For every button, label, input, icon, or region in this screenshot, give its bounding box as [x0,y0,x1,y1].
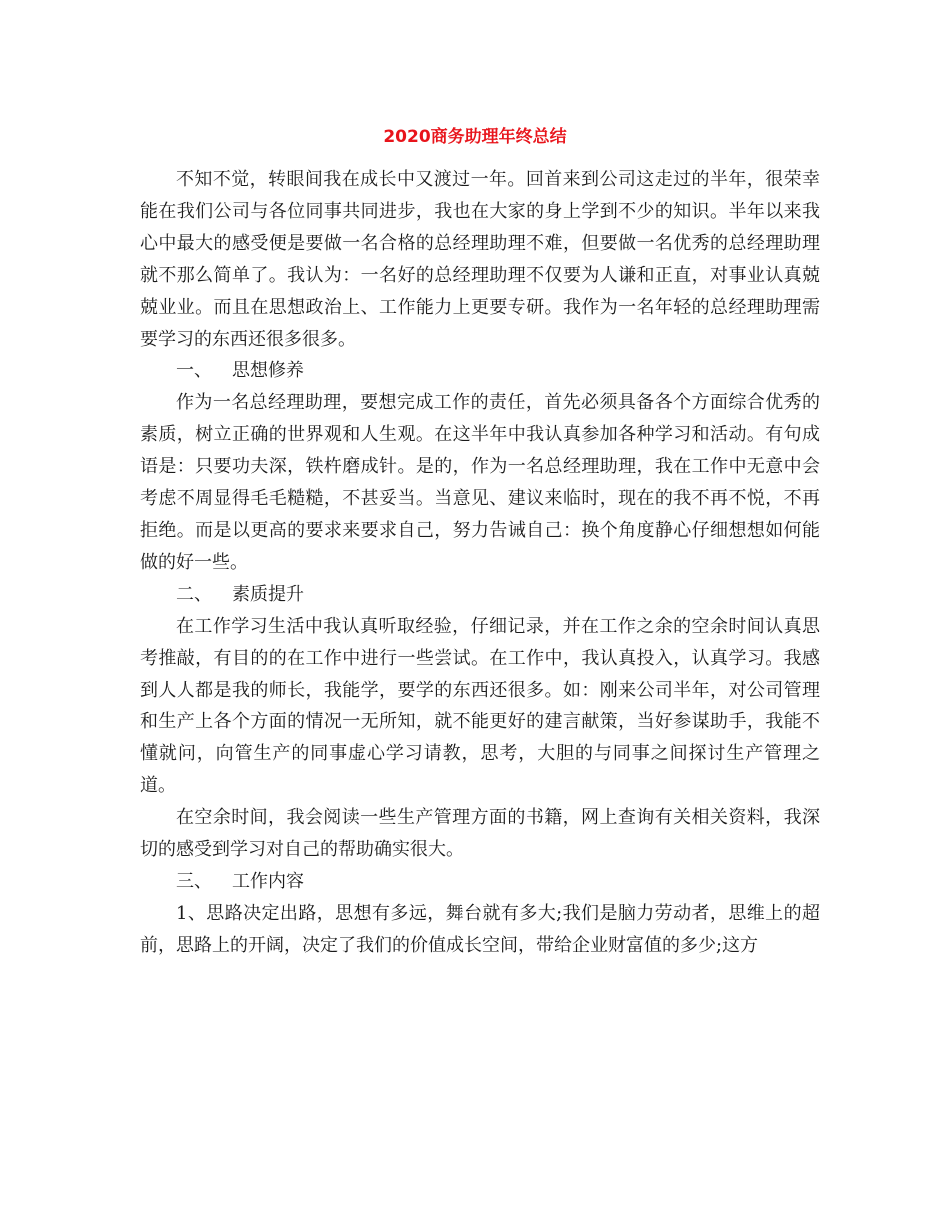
paragraph-ideology: 作为一名总经理助理，要想完成工作的责任，首先必须具备各个方面综合优秀的素质，树立正确的世界观和人生观。在这半年中我认真参加各种学习和活动。有句成语是：只要功夫深，铁杵磨成针。是的，作为一名总经理助理，我在工作中无意中会考虑不周显得毛毛糙糙，不甚妥当。当意见、建议来临时，现在的我不再不悦，不再拒绝。而是以更高的要求来要求自己，努力告诫自己：换个角度静心仔细想想如何能做的好一些。 [140,392,820,573]
section-number: 一、 [176,360,212,382]
document-body [140,164,820,962]
document-title: 2020商务助理年终总结 [383,127,567,147]
section-number: 二、 [176,583,212,605]
paragraph-intro: 不知不觉，转眼间我在成长中又渡过一年。回首来到公司这走过的半年，很荣幸能在我们公司与各位同事共同进步，我也在大家的身上学到不少的知识。半年以来我心中最大的感受便是要做一名合格的总经理助理不难，但要做一名优秀的总经理助理就不那么简单了。我认为：一名好的总经理助理不仅要为人谦和正直，对事业认真兢兢业业。而且在思想政治上、工作能力上更要专研。我作为一名年轻的总经理助理需要学习的东西还很多很多。 [140,169,820,350]
section-heading-text: 素质提升 [232,583,304,605]
section-number: 三、 [176,870,212,892]
section-heading-3 [140,866,820,898]
section-heading-text: 工作内容 [232,870,304,892]
paragraph-work-1: 1、思路决定出路，思想有多远，舞台就有多大;我们是脑力劳动者，思维上的超前，思路上的开阔，决定了我们的价值成长空间，带给企业财富值的多少;这方 [140,902,820,956]
paragraph-quality-2: 在空余时间，我会阅读一些生产管理方面的书籍，网上查询有关相关资料，我深切的感受到学习对自己的帮助确实很大。 [140,807,820,861]
section-heading-1 [140,355,820,387]
section-heading-text: 思想修养 [232,360,304,382]
section-heading-2 [140,579,820,611]
paragraph-quality-1: 在工作学习生活中我认真听取经验，仔细记录，并在工作之余的空余时间认真思考推敲，有目的的在工作中进行一些尝试。在工作中，我认真投入，认真学习。我感到人人都是我的师长，我能学，要学的东西还很多。如：刚来公司半年，对公司管理和生产上各个方面的情况一无所知，就不能更好的建言献策，当好参谋助手，我能不懂就问，向管生产的同事虚心学习请教，思考，大胆的与同事之间探讨生产管理之道。 [140,615,820,797]
